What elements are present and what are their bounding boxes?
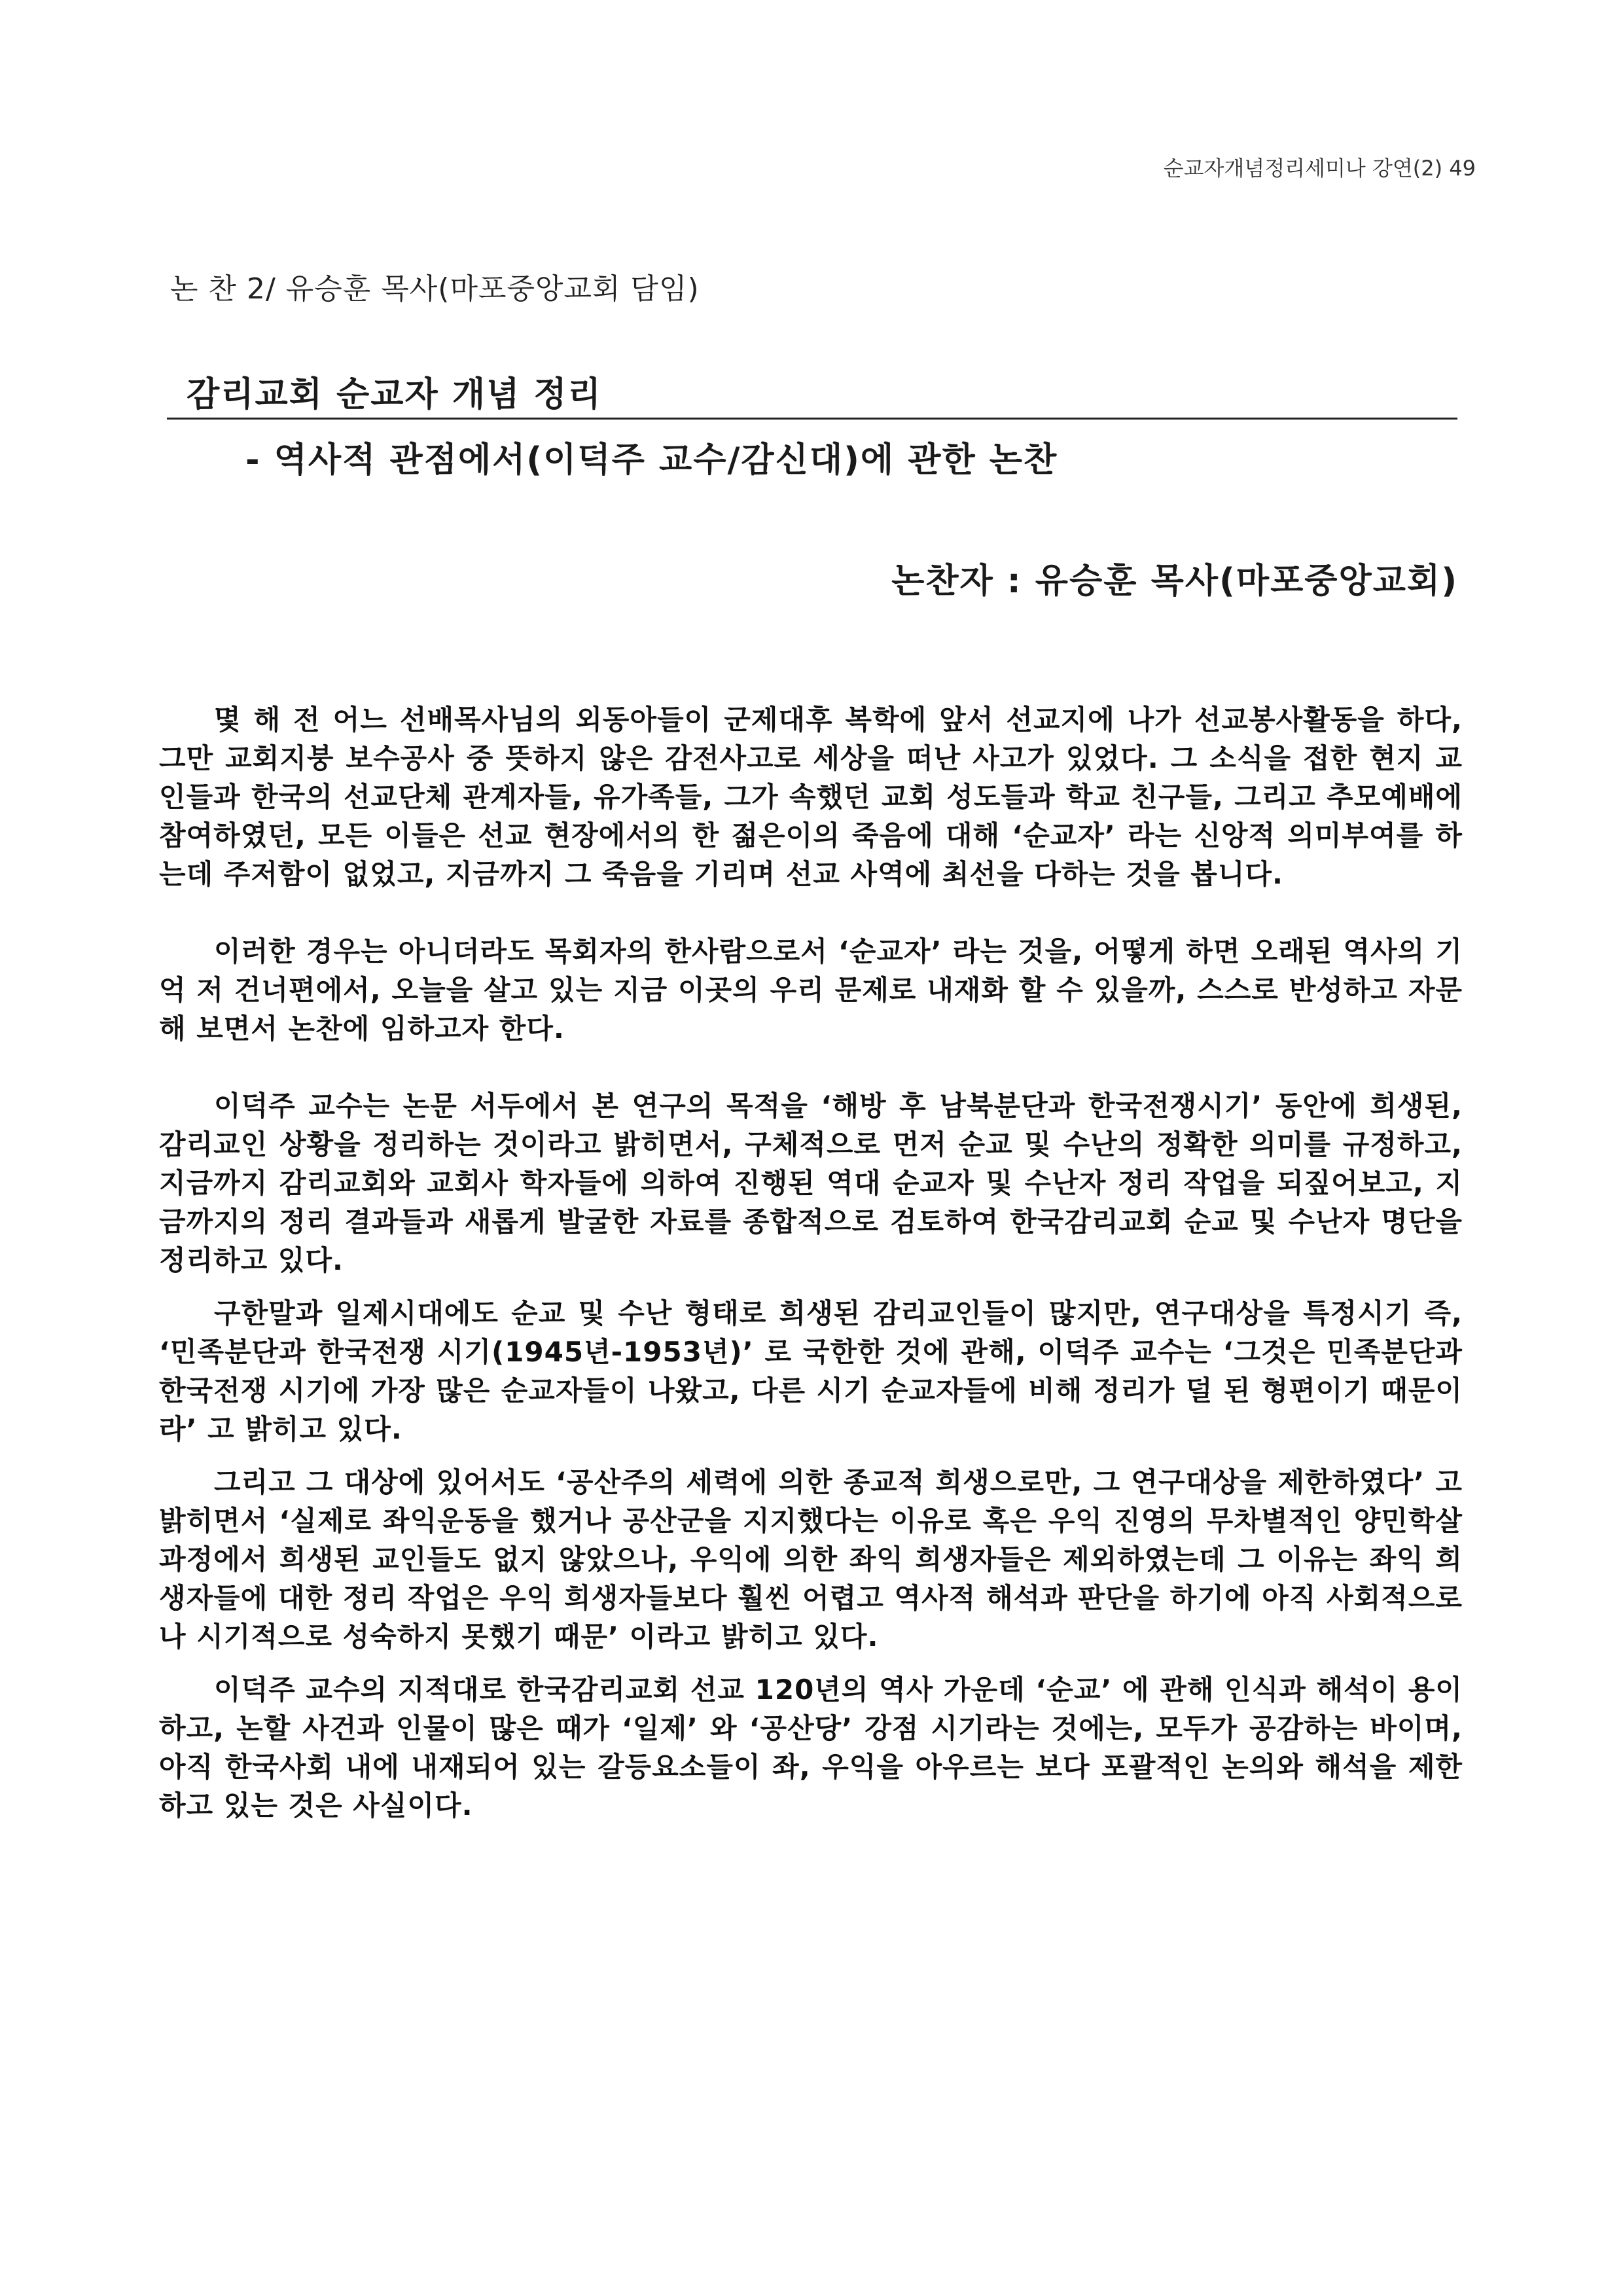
article-title: 감리교회 순교자 개념 정리 bbox=[187, 375, 602, 414]
discussant-line: 논 찬 2/ 유승훈 목사(마포중앙교회 담임) bbox=[170, 272, 700, 306]
paragraph-4: 구한말과 일제시대에도 순교 및 수난 형태로 희생된 감리교인들이 많지만, 연구대상을 특정시기 즉, ‘민족분단과 한국전쟁 시기(1945년-1953년)’ 로 국한한 것에 관해, 이덕주 교수는 ‘그것은 민족분단과 한국전쟁 시기에 가장 많은 순교자들이 나왔고, 다른 시기 순교자들에 비해 정리가 덜 된 형편이기 때문이라’ 고 밝히고 있다. bbox=[159, 1297, 1463, 1445]
running-header: 순교자개념정리세미나 강연(2) 49 bbox=[1163, 156, 1476, 181]
article-body bbox=[159, 700, 1463, 1825]
paragraph-3: 이덕주 교수는 논문 서두에서 본 연구의 목적을 ‘해방 후 남북분단과 한국전쟁시기’ 동안에 희생된, 감리교인 상황을 정리하는 것이라고 밝히면서, 구체적으로 먼저 순교 및 수난의 정확한 의미를 규정하고, 지금까지 감리교회와 교회사 학자들에 의하여 진행된 역대 순교자 및 수난자 정리 작업을 되짚어보고, 지금까지의 정리 결과들과 새롭게 발굴한 자료를 종합적으로 검토하여 한국감리교회 순교 및 수난자 명단을 정리하고 있다. bbox=[159, 1090, 1463, 1276]
title-underline bbox=[167, 418, 1457, 420]
byline: 논찬자 : 유승훈 목사(마포중앙교회) bbox=[891, 562, 1458, 601]
paragraph-2: 이러한 경우는 아니더라도 목회자의 한사람으로서 ‘순교자’ 라는 것을, 어떻게 하면 오래된 역사의 기억 저 건너편에서, 오늘을 살고 있는 지금 이곳의 우리 문제로 내재화 할 수 있을까, 스스로 반성하고 자문해 보면서 논찬에 임하고자 한다. bbox=[159, 935, 1463, 1045]
paragraph-1: 몇 해 전 어느 선배목사님의 외동아들이 군제대후 복학에 앞서 선교지에 나가 선교봉사활동을 하다, 그만 교회지붕 보수공사 중 뜻하지 않은 감전사고로 세상을 떠난 사고가 있었다. 그 소식을 접한 현지 교인들과 한국의 선교단체 관계자들, 유가족들, 그가 속했던 교회 성도들과 학교 친구들, 그리고 추모예배에 참여하였던, 모든 이들은 선교 현장에서의 한 젊은이의 죽음에 대해 ‘순교자’ 라는 신앙적 의미부여를 하는데 주저함이 없었고, 지금까지 그 죽음을 기리며 선교 사역에 최선을 다하는 것을 봅니다. bbox=[159, 704, 1463, 890]
paragraph-5: 그리고 그 대상에 있어서도 ‘공산주의 세력에 의한 종교적 희생으로만, 그 연구대상을 제한하였다’ 고 밝히면서 ‘실제로 좌익운동을 했거나 공산군을 지지했다는 이유로 혹은 우익 진영의 무차별적인 양민학살 과정에서 희생된 교인들도 없지 않았으나, 우익에 의한 좌익 희생자들은 제외하였는데 그 이유는 좌익 희생자들에 대한 정리 작업은 우익 희생자들보다 훨씬 어렵고 역사적 해석과 판단을 하기에 아직 사회적으로나 시기적으로 성숙하지 못했기 때문’ 이라고 밝히고 있다. bbox=[159, 1466, 1463, 1653]
paragraph-6: 이덕주 교수의 지적대로 한국감리교회 선교 120년의 역사 가운데 ‘순교’ 에 관해 인식과 해석이 용이하고, 논할 사건과 인물이 많은 때가 ‘일제’ 와 ‘공산당’ 강점 시기라는 것에는, 모두가 공감하는 바이며, 아직 한국사회 내에 내재되어 있는 갈등요소들이 좌, 우익을 아우르는 보다 포괄적인 논의와 해석을 제한하고 있는 것은 사실이다. bbox=[159, 1674, 1463, 1821]
article-subtitle: - 역사적 관점에서(이덕주 교수/감신대)에 관한 논찬 bbox=[245, 440, 1058, 480]
